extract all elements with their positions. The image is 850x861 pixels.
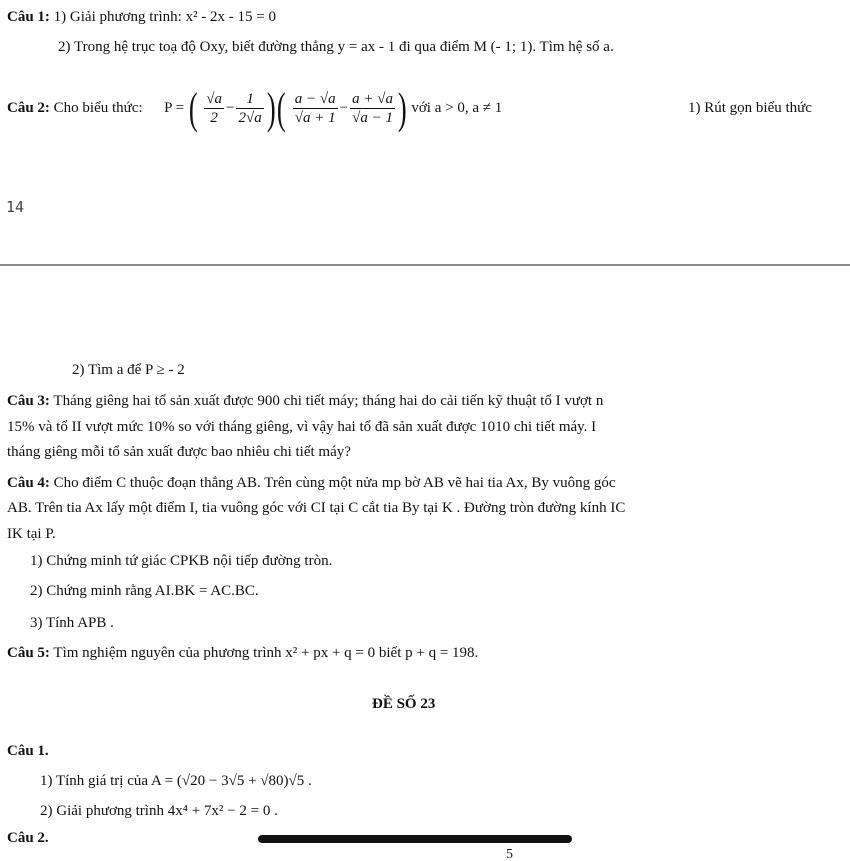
q2-part2: 2) Tìm a để P ≥ - 2 (72, 362, 185, 378)
c1-part2: 2) Giải phương trình 4x⁴ + 7x² − 2 = 0 . (40, 803, 278, 819)
page-number: 14 (6, 198, 25, 216)
exam-title: ĐỀ SỐ 23 (372, 696, 436, 712)
right-paren-icon: ) (266, 83, 276, 133)
q2-f2-den: 2√a (238, 110, 262, 127)
q2-condition: với a > 0, a ≠ 1 (411, 100, 503, 116)
q3-line1 (7, 392, 603, 410)
q2-expression-line: Câu 2: Cho biểu thức: P = ( $\frac{√a}{2}$ − $\frac{1}{2√a}$ )( $\frac{a - √a}{√a + 1}$ − $\frac{a + √a}{√a - 1}$ ) với a > 0, a ≠ 1 (7, 83, 503, 133)
page-divider (0, 264, 850, 266)
q4-text-2: AB. Trên tia Ax lấy một điểm I, tia vuông góc với CI tại C cắt tia By tại K . Đường tròn đường kính IC (7, 500, 626, 516)
q2-f2-num: 1 (236, 90, 263, 109)
q5-line (7, 644, 478, 662)
q4-part1: 1) Chứng minh tứ giác CPKB nội tiếp đường tròn. (30, 553, 333, 569)
q2-fraction-4 (350, 90, 395, 127)
q2-label: Câu 2: (7, 100, 50, 116)
q2-fraction-1 (204, 90, 224, 127)
q1-part1-prefix: 1) Giải phương trình: (53, 9, 182, 25)
c2-label: Câu 2. (7, 830, 49, 846)
q1-label: Câu 1: (7, 9, 50, 25)
q3-text-2: 15% và tổ II vượt mức 10% so với tháng giêng, vì vậy hai tổ đã sản xuất được 1010 chi tiết máy. I (7, 419, 597, 435)
q2-intro: Cho biểu thức: (53, 100, 143, 116)
bottom-page-number: 5 (506, 849, 513, 861)
q1-line1 (7, 8, 276, 26)
q2-fraction-3 (293, 90, 338, 127)
q4-line1 (7, 474, 616, 492)
q3-label: Câu 3: (7, 393, 50, 409)
left-paren-icon: ( (277, 83, 287, 133)
q1-part2: 2) Trong hệ trục toạ độ Oxy, biết đường thẳng y = ax - 1 đi qua điểm M (- 1; 1). Tìm hệ số a. (58, 39, 614, 55)
right-paren-icon: ) (397, 83, 407, 133)
c1-label: Câu 1. (7, 743, 49, 759)
q2-f4-num: a + √a (352, 91, 393, 108)
q2-fraction-2 (236, 90, 263, 127)
q4-label: Câu 4: (7, 475, 50, 491)
c1-part1: 1) Tính giá trị của A = (√20 − 3√5 + √80)√5 . (40, 773, 312, 789)
q4-part2: 2) Chứng minh rằng AI.BK = AC.BC. (30, 583, 259, 599)
q2-f3-den: √a + 1 (294, 110, 336, 127)
q4-text-3: IK tại P. (7, 526, 56, 542)
q2-part1: 1) Rút gọn biểu thức (688, 100, 812, 116)
q4-text-1: Cho điểm C thuộc đoạn thẳng AB. Trên cùng một nửa mp bờ AB vẽ hai tia Ax, By vuông góc (53, 475, 616, 491)
q3-text-1: Tháng giêng hai tổ sản xuất được 900 chi tiết máy; tháng hai do cải tiến kỹ thuật tổ I vượt n (53, 393, 604, 409)
horizontal-scrollbar[interactable] (258, 835, 572, 843)
q2-f3-num: a − √a (294, 91, 336, 108)
q5-text: Tìm nghiệm nguyên của phương trình x² + px + q = 0 biết p + q = 198. (53, 645, 479, 661)
q2-p-symbol: P = (164, 100, 185, 116)
q2-f1-num: √a (206, 91, 223, 108)
q5-label: Câu 5: (7, 645, 50, 661)
q2-f1-den: 2 (210, 110, 218, 127)
left-paren-icon: ( (188, 83, 198, 133)
q2-f4-den: √a − 1 (352, 110, 393, 127)
q4-part3: 3) Tính APB . (30, 615, 114, 631)
q1-part1-equation: x² - 2x - 15 = 0 (185, 9, 277, 25)
q3-text-3: tháng giêng mỗi tổ sản xuất được bao nhiêu chi tiết máy? (7, 444, 351, 460)
